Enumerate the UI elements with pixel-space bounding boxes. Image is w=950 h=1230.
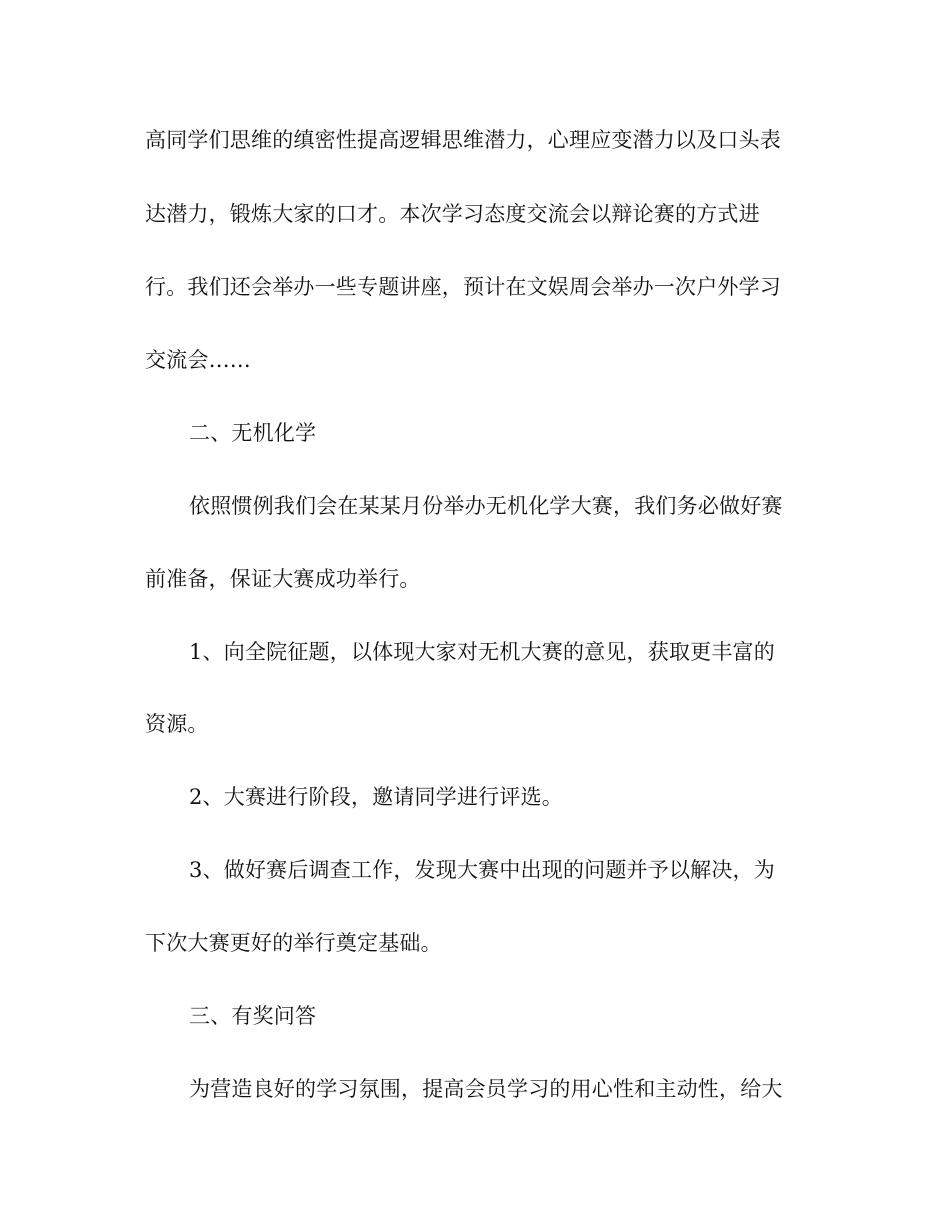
list-item-2: 2、大赛进行阶段，邀请同学进行评选。: [189, 785, 563, 809]
section-heading-quiz: 三、有奖问答: [189, 1004, 317, 1028]
paragraph-line: 行。我们还会举办一些专题讲座，预计在文娱周会举办一次户外学习: [145, 275, 781, 299]
list-item-1: 1、向全院征题，以体现大家对无机大赛的意见，获取更丰富的: [189, 640, 775, 664]
paragraph-line: 依照惯例我们会在某某月份举办无机化学大赛，我们务必做好赛: [189, 494, 783, 518]
paragraph-line: 达潜力，锻炼大家的口才。本次学习态度交流会以辩论赛的方式进: [145, 202, 760, 226]
paragraph-line: 资源。: [145, 712, 209, 736]
paragraph-line: 下次大赛更好的举行奠定基础。: [145, 931, 442, 955]
section-heading-inorganic-chemistry: 二、无机化学: [189, 421, 317, 445]
paragraph-line: 高同学们思维的缜密性提高逻辑思维潜力，心理应变潜力以及口头表: [145, 128, 781, 152]
paragraph-line: 前准备，保证大赛成功举行。: [145, 567, 421, 591]
list-item-3: 3、做好赛后调查工作，发现大赛中出现的问题并予以解决，为: [189, 858, 775, 882]
paragraph-line: 为营造良好的学习氛围，提高会员学习的用心性和主动性，给大: [189, 1077, 783, 1101]
paragraph-line: 交流会……: [145, 348, 251, 372]
